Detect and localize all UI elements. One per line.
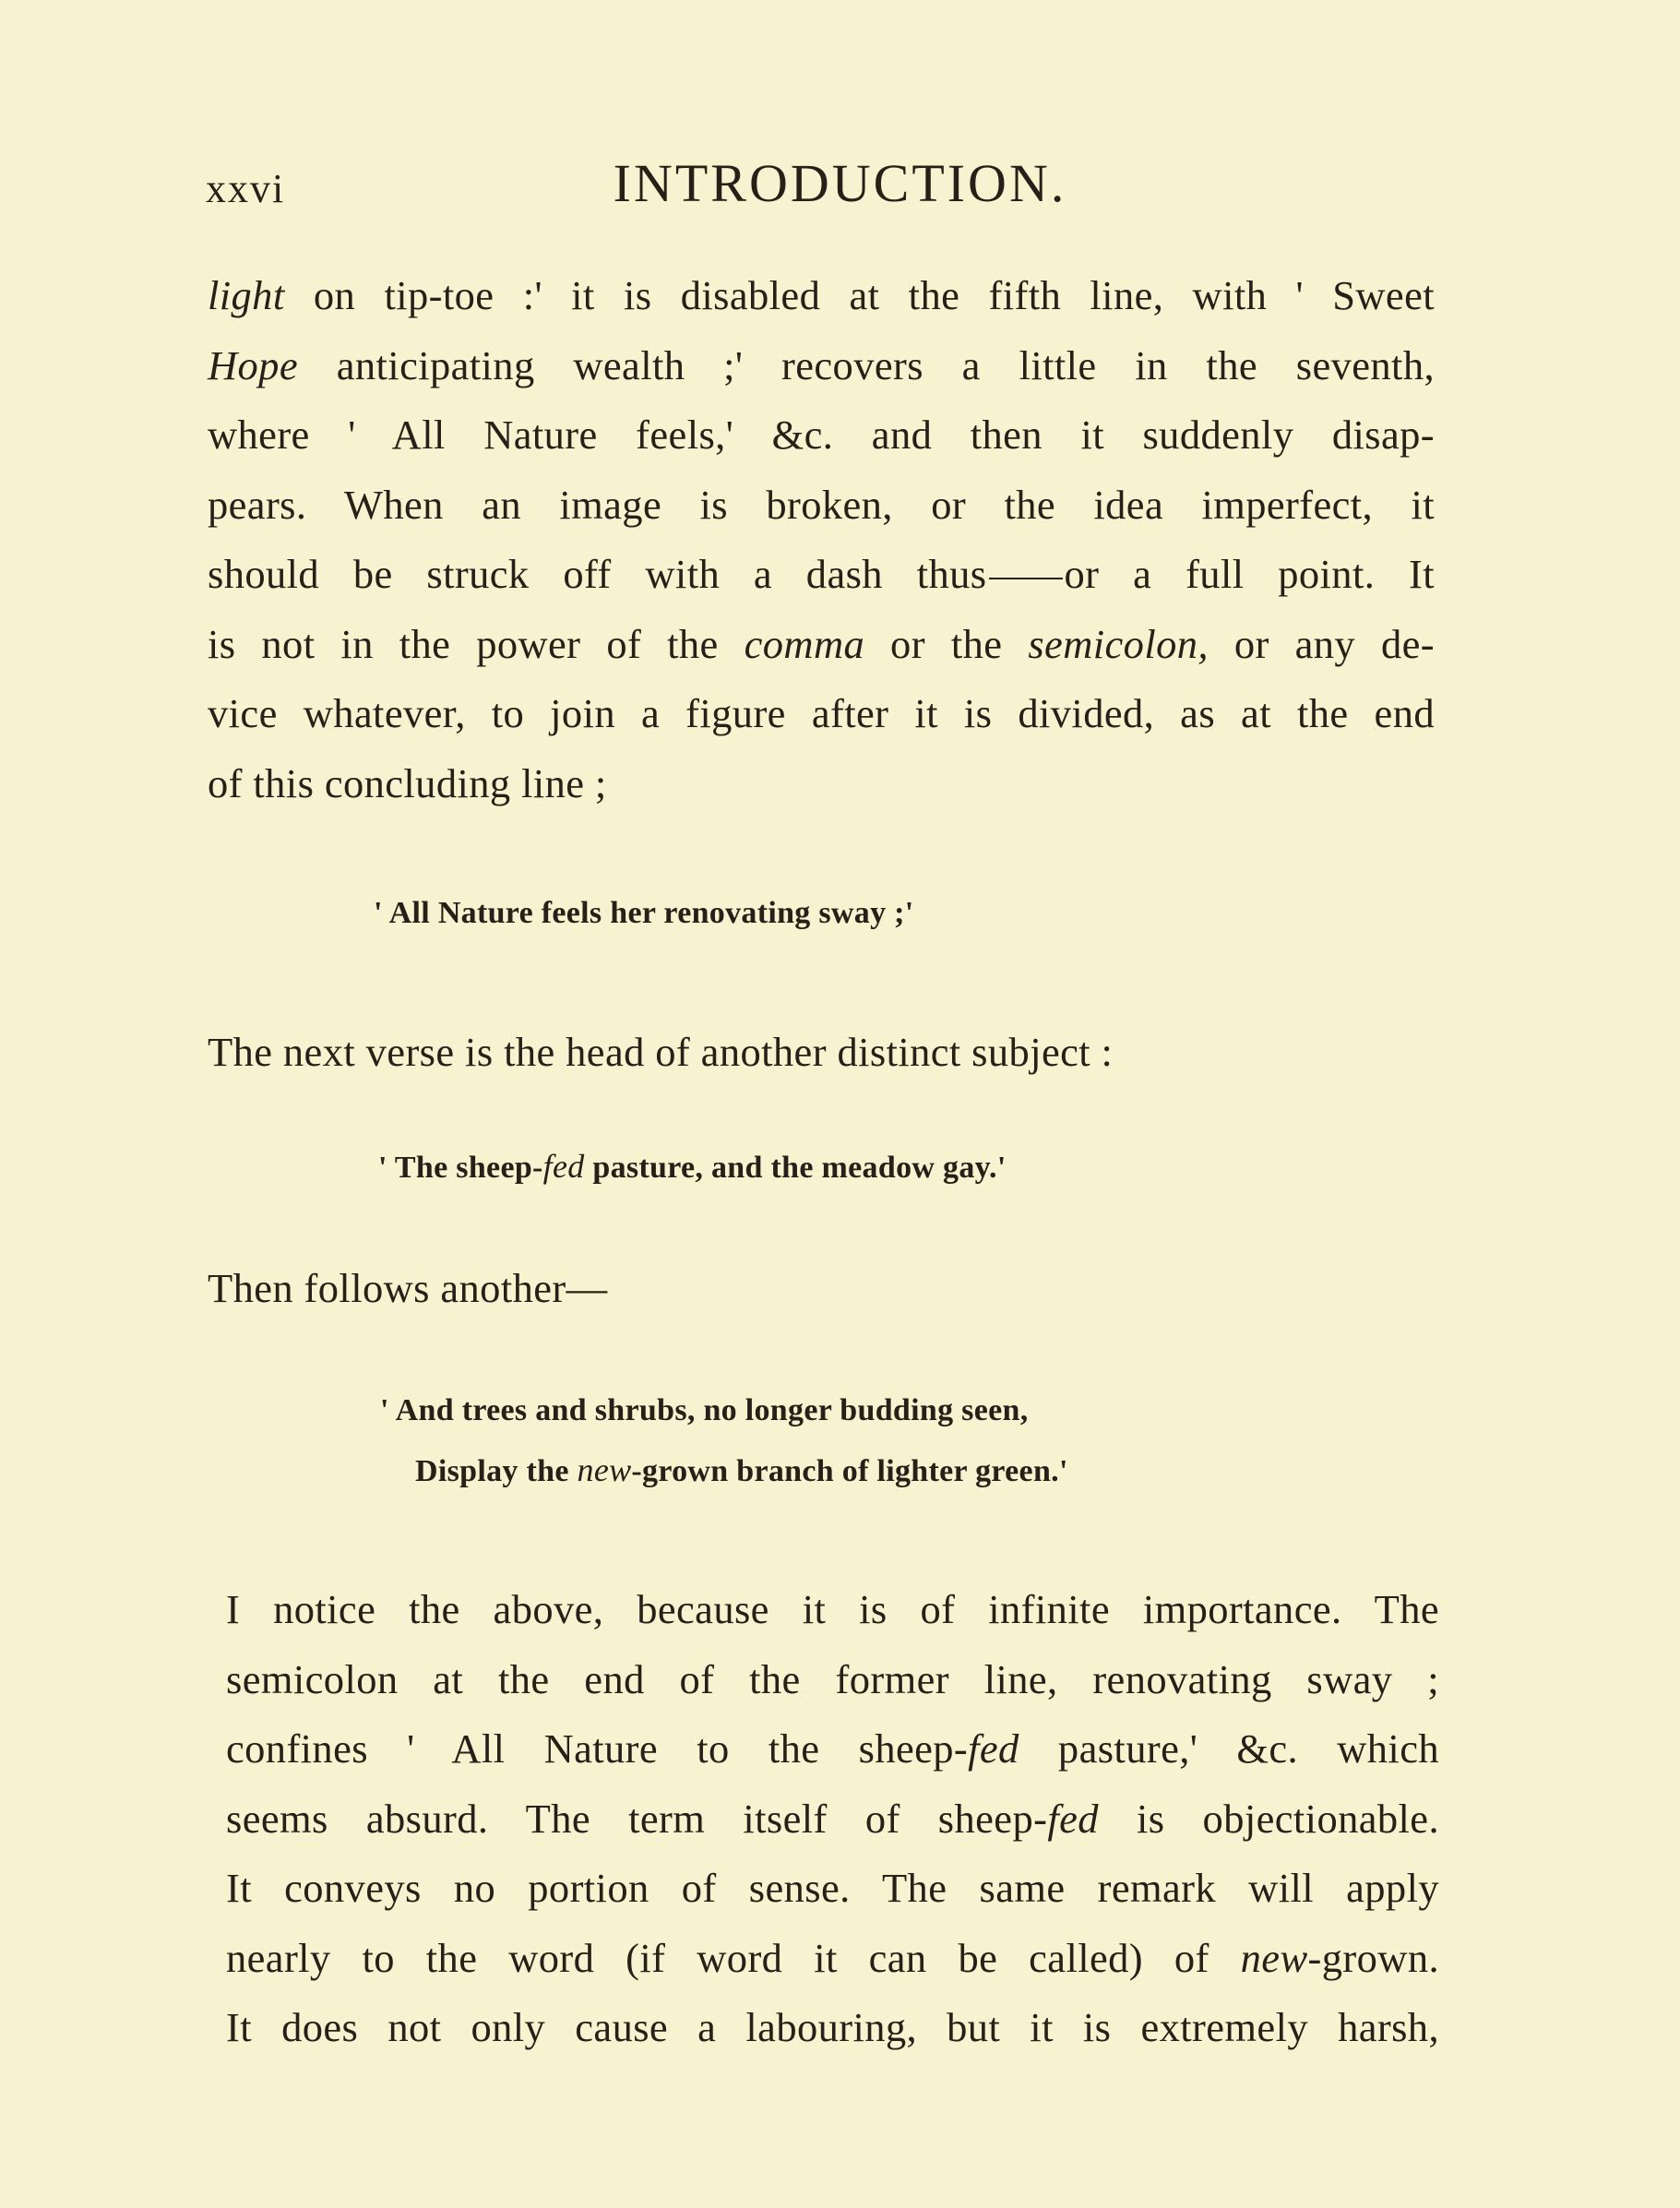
text-line: [208, 610, 1435, 680]
paragraph-3: [208, 1254, 1435, 1324]
text-line: vice whatever, to join a figure after it is divided, as at the end: [208, 690, 1435, 736]
italic-word: semicolon,: [1028, 620, 1209, 667]
text-span: confines ' All Nature to the sheep-: [226, 1725, 969, 1772]
quote-line: [0, 1137, 1680, 1198]
text-line: [226, 1714, 1439, 1784]
text-line: semicolon at the end of the former line, renovating sway ;: [226, 1655, 1439, 1702]
italic-word: fed: [542, 1148, 585, 1185]
text-span: anticipating wealth ;' recovers a little in the seventh,: [298, 341, 1435, 388]
quote-line: ' All Nature feels her renovating sway ;': [374, 896, 914, 930]
page-header: [0, 152, 1680, 217]
text-line: The next verse is the head of another distinct subject :: [208, 1029, 1114, 1075]
text-line: where ' All Nature feels,' &c. and then it suddenly disap-: [208, 412, 1435, 458]
text-line: I notice the above, because it is of infinite importance. The: [226, 1586, 1439, 1632]
italic-word: comma: [744, 620, 865, 667]
quote-line: ' And trees and shrubs, no longer budding seen,: [380, 1393, 1029, 1427]
text-span: ' The sheep-: [378, 1151, 543, 1185]
italic-word: fed: [1047, 1795, 1099, 1842]
paragraph-4: [226, 1575, 1439, 2063]
page-number: xxvi: [206, 166, 286, 211]
text-span: pasture,' &c. which: [1019, 1725, 1439, 1772]
italic-word: new: [577, 1451, 632, 1488]
running-head: INTRODUCTION.: [613, 153, 1067, 213]
text-span: seems absurd. The term itself of sheep-: [226, 1795, 1048, 1842]
text-span: should be struck off with a dash thus: [208, 551, 987, 597]
paragraph-2: [208, 1018, 1435, 1088]
text-line: of this concluding line ;: [208, 759, 607, 806]
text-line: [208, 540, 1435, 610]
text-span: or a full point. It: [1064, 551, 1435, 597]
paragraph-1: [208, 261, 1435, 818]
text-span: -grown.: [1307, 1934, 1439, 1981]
text-span: -grown branch of lighter green.': [631, 1454, 1068, 1488]
text-line: [226, 1924, 1439, 1994]
quote-line: [0, 1440, 1680, 1501]
quotation-1: [0, 884, 1680, 943]
quotation-2: [0, 1137, 1680, 1198]
italic-word: new: [1240, 1934, 1308, 1981]
text-span: is objectionable.: [1098, 1795, 1439, 1842]
italic-word: Hope: [208, 341, 298, 388]
text-line: [208, 261, 1435, 331]
quotation-3: [0, 1381, 1680, 1501]
text-line: pears. When an image is broken, or the idea imperfect, it: [208, 481, 1435, 528]
text-span: pasture, and the meadow gay.': [584, 1151, 1007, 1185]
text-span: Display the: [415, 1454, 578, 1488]
text-span: or the: [864, 620, 1029, 667]
text-line: It conveys no portion of sense. The same remark will apply: [226, 1865, 1439, 1911]
text-line: [226, 1784, 1439, 1855]
text-line: Then follows another—: [208, 1265, 608, 1311]
text-line: [208, 331, 1435, 401]
italic-word: light: [208, 272, 285, 318]
text-line: It does not only cause a labouring, but it is extremely harsh,: [226, 2004, 1439, 2050]
text-span: on tip-toe :' it is disabled at the fifth line, with ' Sweet: [284, 272, 1435, 318]
italic-word: fed: [968, 1725, 1019, 1772]
text-span: is not in the power of the: [208, 620, 745, 667]
dash-rule: [989, 578, 1063, 579]
text-span: or any de-: [1208, 620, 1436, 667]
text-span: nearly to the word (if word it can be called) of: [226, 1934, 1241, 1981]
